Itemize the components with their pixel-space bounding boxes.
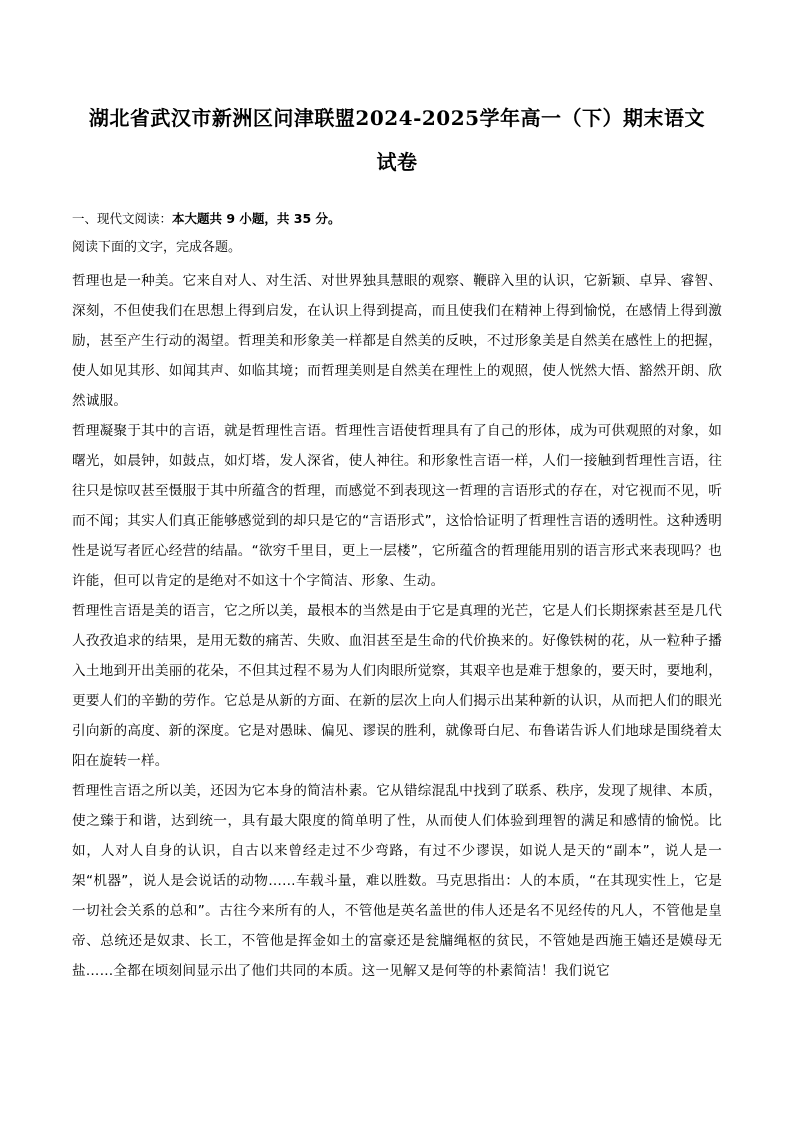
body-paragraph-2: 哲理凝聚于其中的言语，就是哲理性言语。哲理性言语使哲理具有了自己的形体，成为可供观照的对象，如曙光，如晨钟，如鼓点，如灯塔，发人深省，使人神往。和形象性言语一样，人们一接触到哲理性言语，往往只是惊叹甚至慑服于其中所蕴含的哲理，而感觉不到表现这一哲理的言语形式的存在，对它视而不见，听而不闻；其实人们真正能够感觉到的却只是它的“言语形式”，这恰恰证明了哲理性言语的透明性。这种透明性是说写者匠心经营的结晶。“欲穷千里目，更上一层楼”，它所蕴含的哲理能用别的语言形式来表现吗？也许能，但可以肯定的是绝对不如这十个字简洁、形象、生动。 [72,423,722,589]
body-paragraph-1: 哲理也是一种美。它来自对人、对生活、对世界独具慧眼的观察、鞭辟入里的认识，它新颖、卓异、睿智、深刻，不但使我们在思想上得到启发，在认识上得到提高，而且使我们在精神上得到愉悦，在感情上得到激励，甚至产生行动的渴望。哲理美和形象美一样都是自然美的反映，不过形象美是自然美在感性上的把握，使人如见其形、如闻其声、如临其境；而哲理美则是自然美在理性上的观照，使人恍然大悟、豁然开朗、欣然诚服。 [72,273,722,409]
body-paragraph-4: 哲理性言语之所以美，还因为它本身的简洁朴素。它从错综混乱中找到了联系、秩序，发现了规律、本质，使之臻于和谐，达到统一，具有最大限度的简单明了性，从而使人们体验到理智的满足和感情的愉悦。比如，人对人自身的认识，自古以来曾经走过不少弯路，有过不少谬误，如说人是天的“副本”，说人是一架“机器”，说人是会说话的动物……车载斗量，难以胜数。马克思指出：人的本质，“在其现实性上，它是一切社会关系的总和”。古往今来所有的人，不管他是英名盖世的伟人还是名不见经传的凡人，不管他是皇帝、总统还是奴隶、长工，不管他是挥金如土的富豪还是瓮牖绳枢的贫民，不管她是西施王嫱还是嫫母无盐……全都在顷刻间显示出了他们共同的本质。这一见解又是何等的朴素简洁！我们说它 [72,783,722,979]
body-paragraph-3: 哲理性言语是美的语言，它之所以美，最根本的当然是由于它是真理的光芒，它是人们长期探索甚至是几代人孜孜追求的结果，是用无数的痛苦、失败、血泪甚至是生命的代价换来的。好像铁树的花，从一粒种子播入土地到开出美丽的花朵，不但其过程不易为人们肉眼所觉察，其艰辛也是难于想象的，要天时，要地利，更要人们的辛勤的劳作。它总是从新的方面、在新的层次上向人们揭示出某种新的认识，从而把人们的眼光引向新的高度、新的深度。它是对愚昧、偏见、谬误的胜利，就像哥白尼、布鲁诺告诉人们地球是围绕着太阳在旋转一样。 [72,603,722,769]
section-heading [72,210,722,228]
reading-instruction: 阅读下面的文字，完成各题。 [72,240,242,255]
section-prefix: 一、现代文阅读： [72,211,173,226]
section-detail: 本大题共 9 小题，共 35 分。 [172,211,341,226]
page-title: 湖北省武汉市新洲区问津联盟2024-2025学年高一（下）期末语文试卷 [88,106,706,174]
